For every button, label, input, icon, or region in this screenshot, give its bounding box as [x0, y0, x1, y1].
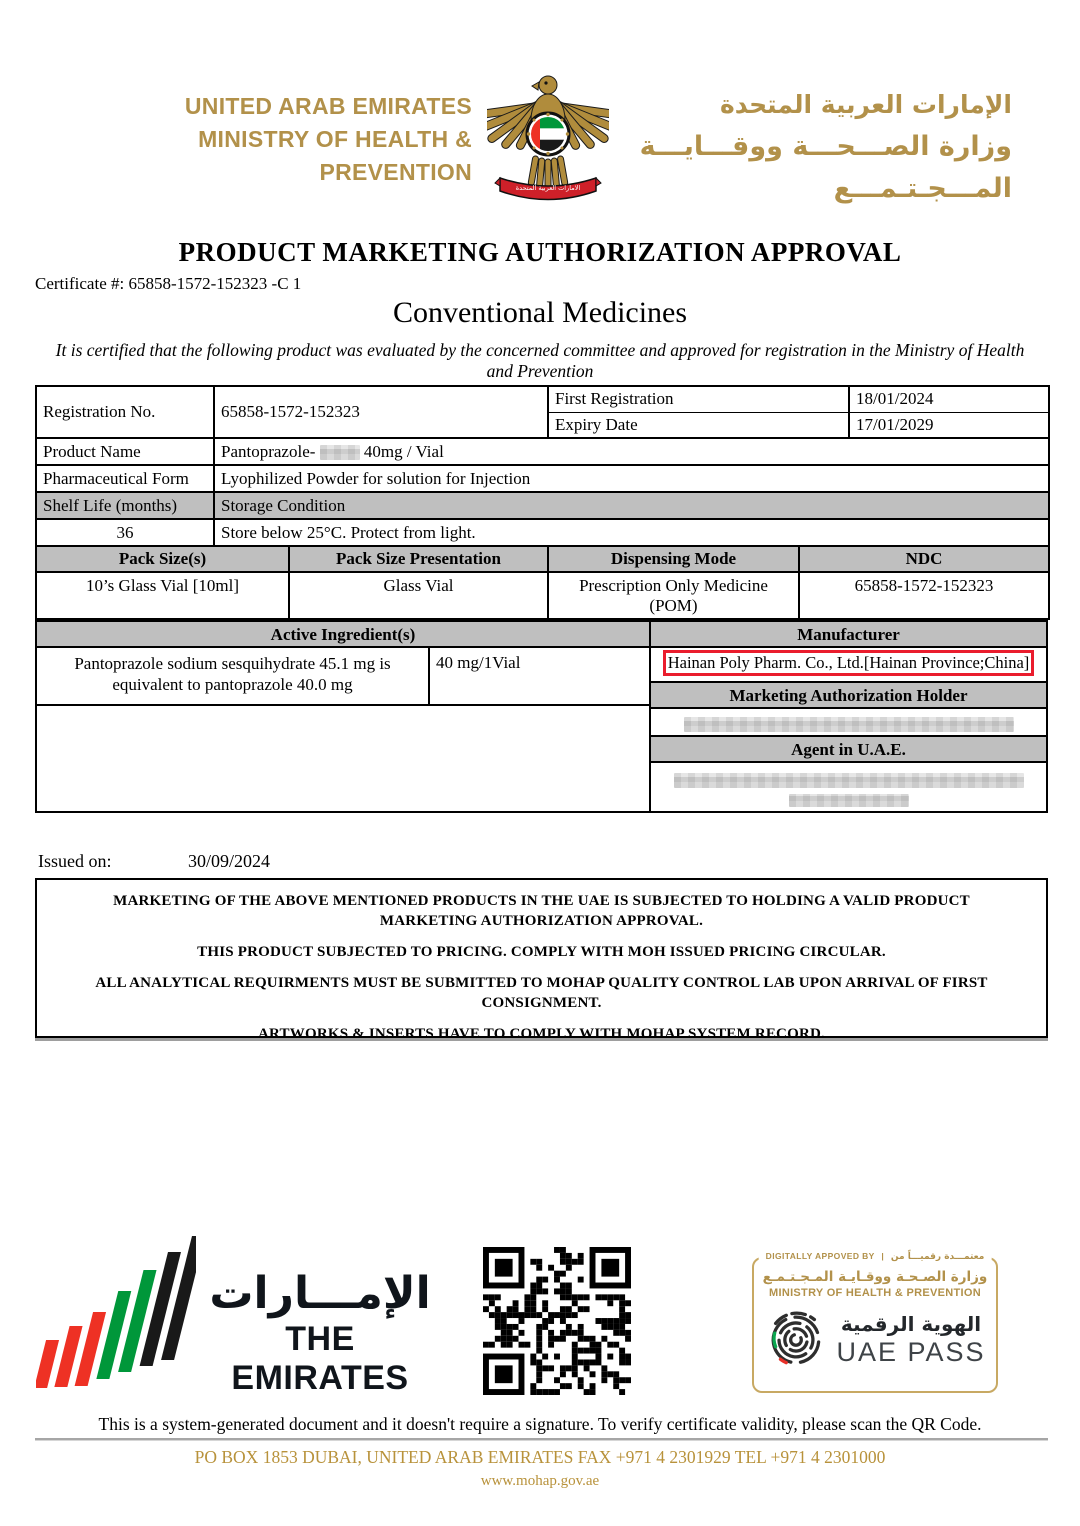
registration-no-value: 65858-1572-152323 [214, 386, 548, 438]
pack-size-header: Pack Size(s) [36, 546, 289, 572]
uaepass-ministry-english: MINISTRY OF HEALTH & PREVENTION [769, 1287, 981, 1299]
issued-on-date: 30/09/2024 [188, 851, 271, 871]
the-emirates-english: THE EMIRATES [231, 1320, 409, 1397]
shelf-life-value: 36 [36, 519, 214, 546]
notice-line: ALL ANALYTICAL REQUIRMENTS MUST BE SUBMITTED TO MOHAP QUALITY CONTROL LAB UPON ARRIVAL OF FIRST CONSIGNMENT. [95, 975, 988, 1011]
notice-box [35, 878, 1048, 1042]
country-name-ar: الإمارات العربية المتحدة [719, 90, 1012, 119]
marketing-authorization-holder-header: Marketing Authorization Holder [651, 683, 1046, 709]
certificate-number-label: Certificate #: [35, 274, 125, 293]
dispensing-mode-value: Prescription Only Medicine (POM) [548, 572, 799, 619]
registration-table [35, 385, 1050, 547]
redacted-agent-line1 [674, 773, 1024, 788]
product-name-value: Pantoprazole- 40mg / Vial [214, 438, 1049, 465]
ministry-name-ar: وزارة الصـــحـــة ووقـــايـــة المـــجـتـمـــع [639, 131, 1012, 204]
the-emirates-arabic: الإمـــارات [209, 1268, 431, 1319]
shelf-life-label: Shelf Life (months) [36, 492, 214, 519]
issued-on-line [38, 851, 270, 872]
ministry-name-en: MINISTRY OF HEALTH & PREVENTION [198, 126, 472, 185]
marketing-authorization-holder-cell [651, 709, 1046, 737]
ingredient-manufacturer-table [35, 620, 1048, 813]
dispensing-mode-header: Dispensing Mode [548, 546, 799, 572]
redacted-agent-line2 [789, 794, 909, 807]
the-emirates-logo [36, 1236, 196, 1406]
redacted-mah-block [684, 717, 1014, 732]
ndc-value: 65858-1572-152323 [799, 572, 1049, 619]
pack-size-value: 10’s Glass Vial [10ml] [36, 572, 289, 619]
fingerprint-icon [764, 1305, 826, 1374]
manufacturer-cell [651, 648, 1046, 683]
manufacturer-value-highlighted: Hainan Poly Pharm. Co., Ltd.[Hainan Province;China] [663, 650, 1035, 676]
pack-presentation-value: Glass Vial [289, 572, 548, 619]
uae-falcon-emblem-icon [487, 62, 609, 209]
expiry-date-label: Expiry Date [548, 412, 849, 438]
notice-line: THIS PRODUCT SUBJECTED TO PRICING. COMPLY WITH MOH ISSUED PRICING CIRCULAR. [197, 944, 886, 960]
empty-cell [37, 706, 649, 811]
the-emirates-wordmark [195, 1268, 445, 1398]
storage-condition-label: Storage Condition [214, 492, 1049, 519]
country-name-en: UNITED ARAB EMIRATES [184, 93, 472, 119]
product-name-label: Product Name [36, 438, 214, 465]
certificate-number-value: 65858-1572-152323 -C 1 [128, 274, 302, 293]
footer-address: PO BOX 1853 DUBAI, UNITED ARAB EMIRATES FAX +971 4 2301929 TEL +971 4 2301000 [194, 1447, 886, 1467]
system-generated-note: This is a system-generated document and it doesn't require a signature. To verify certificate validity, please scan the QR Code. [98, 1414, 982, 1434]
pharmaceutical-form-value: Lyophilized Powder for solution for Injection [214, 465, 1049, 492]
expiry-date-value: 17/01/2029 [849, 412, 1049, 438]
redacted-product-name-block [320, 445, 360, 460]
footer-website: www.mohap.gov.ae [480, 1473, 600, 1489]
footer-divider [35, 1438, 1048, 1441]
certification-statement: It is certified that the following product was evaluated by the concerned committee and approved for registration in the Ministry of Health and Prevention [55, 340, 1025, 381]
first-registration-label: First Registration [548, 386, 849, 412]
digitally-approved-label: DIGITALLY APPOVED BY | معتمـــدة رقميـــاً من [759, 1251, 992, 1262]
agent-in-uae-cell [651, 763, 1046, 811]
notice-line: ARTWORKS & INSERTS HAVE TO COMPLY WITH MOHAP SYSTEM RECORD. [258, 1026, 825, 1042]
emblem-banner-arabic: الامارات العربية المتحدة [515, 184, 581, 192]
pharmaceutical-form-label: Pharmaceutical Form [36, 465, 214, 492]
certificate-number-line [35, 274, 301, 294]
ministry-header-arabic [618, 84, 1012, 210]
registration-no-label: Registration No. [36, 386, 214, 438]
ndc-header: NDC [799, 546, 1049, 572]
verification-qr-code [483, 1247, 631, 1395]
first-registration-date: 18/01/2024 [849, 386, 1049, 412]
active-ingredient-text: Pantoprazole sodium sesquihydrate 45.1 mg is equivalent to pantoprazole 40.0 mg [37, 648, 430, 704]
document-subtitle: Conventional Medicines [392, 296, 688, 329]
uae-pass-wordmark: UAE PASS [836, 1336, 986, 1367]
issued-on-label: Issued on: [38, 851, 112, 871]
pack-table [35, 545, 1050, 620]
uaepass-ministry-arabic: وزارة الصـحـة ووقـايـة المـجـتـمـع [762, 1269, 988, 1285]
notice-line: MARKETING OF THE ABOVE MENTIONED PRODUCTS IN THE UAE IS SUBJECTED TO HOLDING A VALID PRODUCT MARKETING AUTHORIZATION APPROVAL. [113, 893, 970, 929]
active-ingredient-header: Active Ingredient(s) [37, 622, 649, 648]
ministry-header-english [58, 90, 472, 189]
digital-identity-arabic: الهوية الرقمية [840, 1311, 982, 1336]
manufacturer-header: Manufacturer [651, 622, 1046, 648]
pack-presentation-header: Pack Size Presentation [289, 546, 548, 572]
ingredient-strength: 40 mg/1Vial [436, 653, 521, 672]
storage-condition-value: Store below 25°C. Protect from light. [214, 519, 1049, 546]
document-title: PRODUCT MARKETING AUTHORIZATION APPROVAL [178, 237, 902, 267]
agent-in-uae-header: Agent in U.A.E. [651, 737, 1046, 763]
uae-pass-stamp [752, 1251, 998, 1393]
